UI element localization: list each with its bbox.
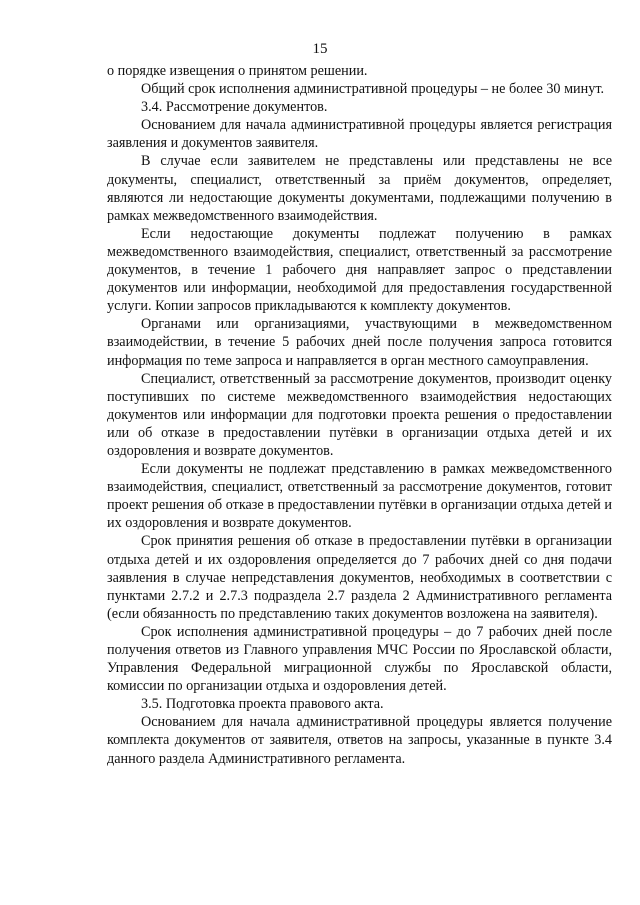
paragraph: Основанием для начала административной процедуры является получение комплекта документов от заявителя, ответов на запросы, указанные в пункте 3.4 данного раздела Административного регламента. [107,714,612,767]
paragraph: Если недостающие документы подлежат получению в рамках межведомственного взаимодействия, специалист, ответственный за рассмотрение документов, в течение 1 рабочего дня направляет запрос о представлении документов или информации, необходимой для предоставления государственной услуги. Копии запросов прикладываются к комплекту документов. [107,225,612,315]
paragraph: Органами или организациями, участвующими в межведомственном взаимодействии, в течение 5 рабочих дней после получения запроса готовится информация по теме запроса и направляется в орган местного самоуправления. [107,316,612,369]
paragraph: В случае если заявителем не представлены или представлены не все документы, специалист, ответственный за приём документов, определяет, являются ли недостающие документы документами, подлежащими получению в рамках межведомственного взаимодействия. [107,153,612,224]
paragraph: Основанием для начала административной процедуры является регистрация заявления и документов заявителя. [107,117,612,152]
page-number: 15 [312,41,328,57]
paragraph-total-time: Общий срок исполнения административной процедуры – не более 30 минут. [141,81,605,98]
section-heading-3-4: 3.4. Рассмотрение документов. [141,99,328,116]
paragraph: Срок исполнения административной процедуры – до 7 рабочих дней после получения ответов из Главного управления МЧС России по Ярославской области, Управления Федеральной миграционной службы по Ярославской области, комиссии по организации отдыха и оздоровления детей. [107,623,612,695]
paragraph-continuation: о порядке извещения о принятом решении. [107,63,368,79]
paragraph: Специалист, ответственный за рассмотрение документов, производит оценку поступивших по системе межведомственного взаимодействия недостающих документов или информации для подготовки проекта решения о предоставлении или об отказе в предоставлении путёвки в организации отдыха детей и их оздоровления и возврате документов. [107,370,612,459]
paragraph: Срок принятия решения об отказе в предоставлении путёвки в организации отдыха детей и их оздоровления определяется до 7 рабочих дней со дня подачи заявления в случае непредставления документов, необходимых в соответствии с пунктами 2.7.2 и 2.7.3 подраздела 2.7 раздела 2 Административного регламента (если обязанность по представлению таких документов возложена на заявителя). [107,533,612,622]
section-heading-3-5: 3.5. Подготовка проекта правового акта. [141,696,384,713]
document-body [107,62,612,768]
paragraph: Если документы не подлежат представлению в рамках межведомственного взаимодействия, специалист, ответственный за рассмотрение документов, готовит проект решения об отказе в предоставлении путёвки в организации отдыха детей и их оздоровления и возврате документов. [107,461,612,532]
